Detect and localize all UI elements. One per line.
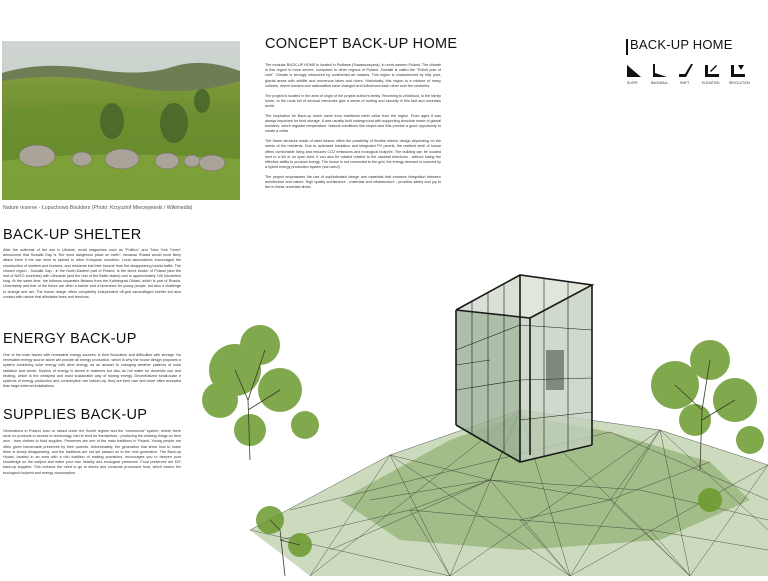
revolution-icon xyxy=(730,62,746,78)
concept-paragraph: The frame structure made of steel beams offers the possibility of flexible interior design depending on the needs of the residents. Due to optimized insulation and integrated PV panels, the resilient shell of house offers comfortable living and reduces CO2 emissions and ecological footprint. The building can be located next to a hill or on open land. It can also be rotated relative to the cardinal directions - without losing the effective ability to produce energy. The house is not connected to the grid, the energy demand is covered by a hybrid energy production system (sun-wind). xyxy=(265,139,441,170)
supplies-title: SUPPLIES BACK-UP xyxy=(3,407,148,423)
logo-label: REVOLUTION xyxy=(729,81,750,85)
energy-title: ENERGY BACK-UP xyxy=(3,331,137,347)
logo-label: SLOPE xyxy=(627,81,638,85)
shelter-title: BACK-UP SHELTER xyxy=(3,227,142,243)
concept-paragraph: The project emphasizes the use of sophisticated design and materials that enhance integration between architecture and nature. High quality architecture - materials and infrastructure - provides safety and joy to live in these uncertain times. xyxy=(265,175,441,190)
logo-label: BACKWALL xyxy=(651,81,669,85)
house-rendering-svg xyxy=(190,200,768,576)
slope-icon xyxy=(626,62,642,78)
concept-paragraph: The project is located in the area of origin of the project author's family. Returning to childhood, to the family home, to the roots full of sensual memories give a sense of rooting and security in this fast and uncertain world. xyxy=(265,93,441,109)
logo-label: SHIFT xyxy=(680,81,690,85)
elevation-icon xyxy=(704,62,720,78)
shift-icon xyxy=(678,62,694,78)
concept-paragraph: The inspiration for Back-up home came from traditional earth cellar from the region. From ages it was always important for food storage. It was usually built underground with supporting structure made of glacial boulders, which regulate temperature. Natural conditions like slopes and hills provide a good opportunity to create a cellar. xyxy=(265,113,441,134)
concept-paragraph: The modular BACK-UP HOME is located in Podlasie (Suwalszczyzna), in north-eastern Poland. The climate in this region is more severe, compared to other regions of Poland. Suwałki is called the "Polish pole of cold". Climate is strongly influenced by continental air masses. This region is characterized by hilly post-glacial areas with wildlife and numerous lakes and rivers. Historically, this region is a mixture of many cultures, where borders and nationalities have changed and influenced each other over the centuries. xyxy=(265,63,441,88)
glass-house xyxy=(456,275,592,462)
logo-label: ELEVATION xyxy=(702,81,720,85)
shelter-body: After the outbreak of the war in Ukraine, world magazines such as "Politico" and "New York Times" announced that Suwałki Gap is "the most dangerous place on earth", because Russia would most likely attack there if the war were to spread to other European countries. Local associations encouraged the construction of shelters and bunkers, and residents lost their income from the disappearing tourist traffic. The chosen region - Suwałki Gap - in the North-Eastern part of Poland, is the direct border of Poland (and the rest of NATO countries) with Lithuania (and the rest of the Baltic states) and is approximately 100 kilometers long. At the same time, the isthmus separates Belarus from the Kaliningrad Oblast, which is part of Russia. Uncertainty and fear of the future are often a barrier and a hindrance for young people, but also a challenge to change and act. The house design offers completely independent off-grid camouflaged shelter but also contact with nature that alleviates fears and tensions. xyxy=(3,248,181,299)
backup-home-logo xyxy=(626,37,766,89)
supplies-body: Generations in Poland, born or raised under the Soviet regime and the "communist" system, where there were no products or access to technology, had to fend for themselves - producing the missing things on their own - from clothes to food supplies. Preserves are one of the main traditions in Poland. Young people are often given homemade preserves by their parents. Unfortunately, the generation that knew how to make them is slowly disappearing, and the traditions are not yet passed on to the next generation. The Back-up House, located in an area with a rich tradition of making provisions, encourages you to deepen your knowledge on the subject and make your own healthy and ecological preserves. Food preserves are DIY back-up supplies. This reduces the need to go to stores and consume processed food, which lowers the ecological footprint and energy consumption. xyxy=(3,429,181,475)
photo-caption: Nature reserve - Łopuchowo Boulders (Photo: Krzysztof Mierzejewski / Wikimedia) xyxy=(3,205,193,211)
logo-bar xyxy=(626,39,628,55)
house-rendering xyxy=(190,200,768,576)
concept-title: CONCEPT BACK-UP HOME xyxy=(265,36,458,52)
backwall-icon xyxy=(652,62,668,78)
nature-reserve-photo xyxy=(2,41,240,200)
landscape-image xyxy=(2,41,240,200)
energy-body: One of the main issues with renewable energy sources, is their fluctuation and difficulties with storage. No renewable energy source alone will provide all energy production, which is why the house design proposes a system combining solar energy with wind energy, as an answer to changing weather patterns of solar radiation and winds. Surplus of energy is stored in batteries but also as hot water for domestic use and heating, which is the cheapest and most sustainable way of storing energy. Decentralized small-scale e systems of energy production and consumption are bottom-up, they are their own and more often accepted than large external installations. xyxy=(3,353,181,389)
logo-title: BACK-UP HOME xyxy=(630,37,733,52)
concept-body xyxy=(265,63,441,195)
